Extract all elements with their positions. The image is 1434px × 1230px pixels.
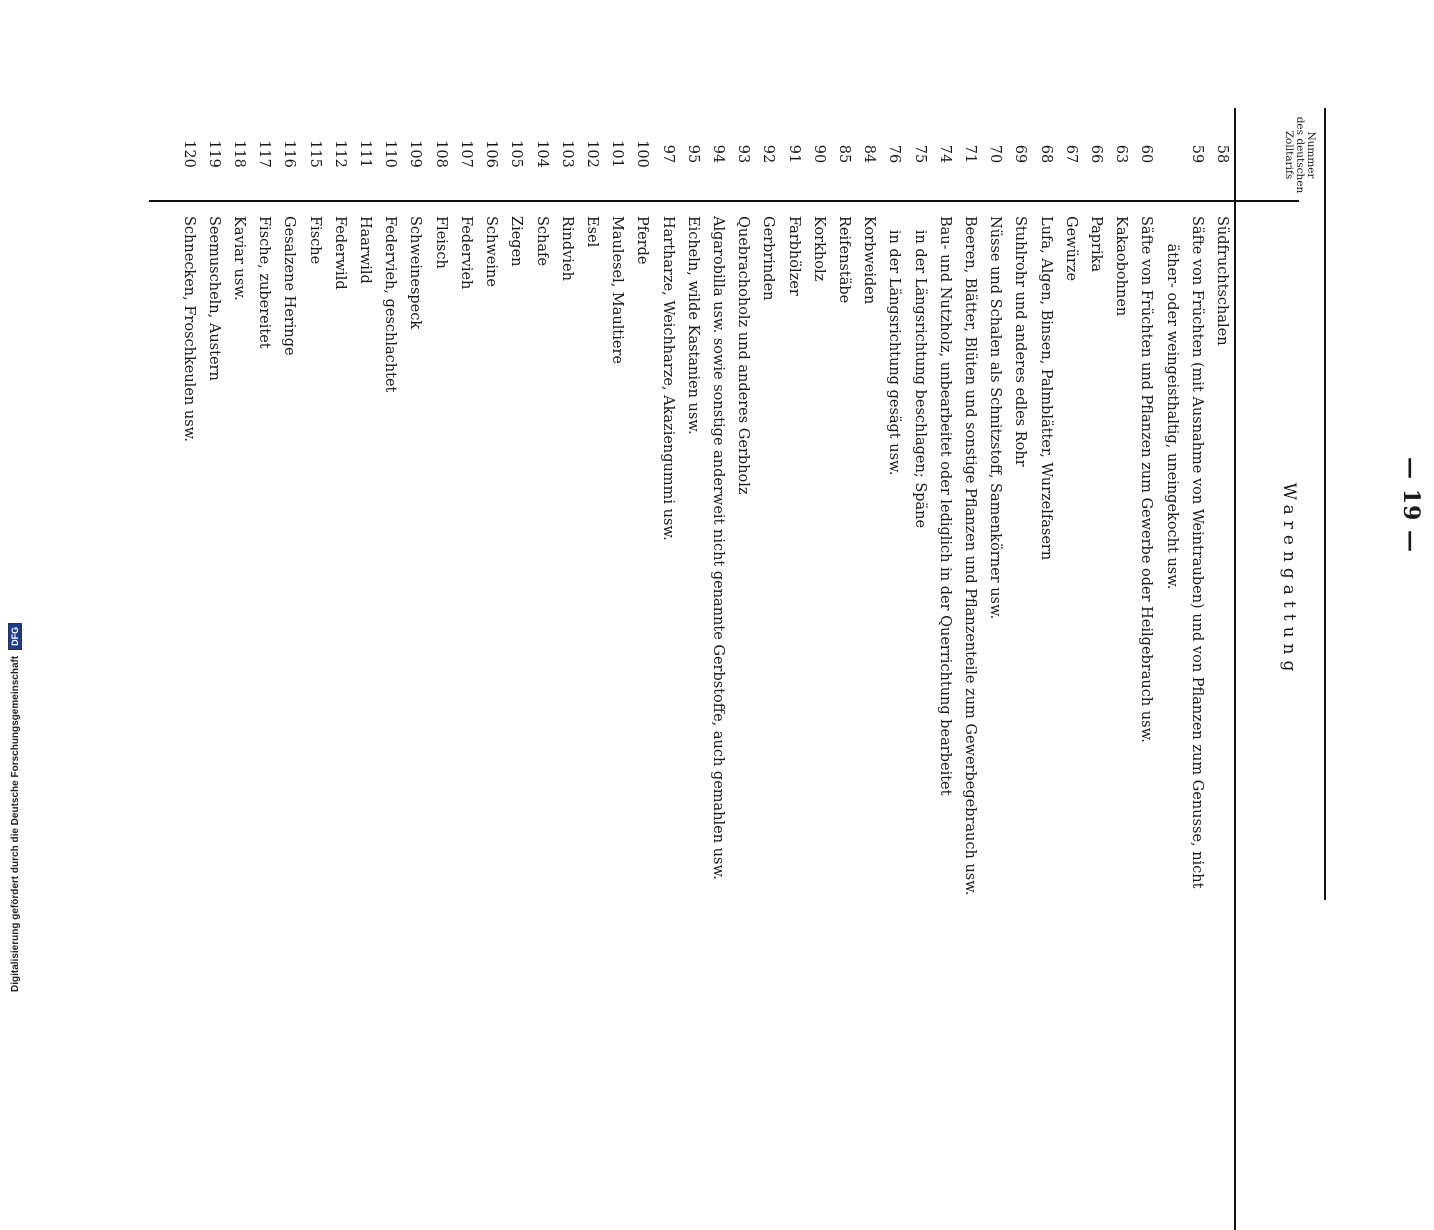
goods-description: in der Längsrichtung beschlagen; Späne bbox=[911, 216, 928, 529]
tariff-number: 58 bbox=[1214, 144, 1230, 164]
goods-description: Paprika bbox=[1087, 216, 1104, 273]
goods-description: Gesalzene Heringe bbox=[281, 216, 298, 356]
table-row bbox=[478, 108, 503, 1228]
table-row bbox=[982, 108, 1007, 1228]
table-row bbox=[554, 108, 579, 1228]
goods-description: Ziegen bbox=[508, 216, 525, 267]
header-goods-type: Warengattung bbox=[1279, 482, 1299, 678]
page-number: — 19 — bbox=[1398, 457, 1424, 553]
tariff-number: 101 bbox=[609, 140, 626, 168]
goods-description: Algarobilla usw. sowie sonstige anderweit nicht genannte Gerbstoffe, auch gemahlen usw. bbox=[709, 216, 726, 880]
goods-description: Federvieh, geschlachtet bbox=[382, 216, 399, 393]
tariff-number: 117 bbox=[256, 140, 273, 168]
table-row bbox=[856, 108, 881, 1228]
goods-description: Beeren, Blätter, Blüten und sonstige Pflanzen und Pflanzenteile zum Gewerbegebrauch usw. bbox=[961, 216, 978, 896]
table-row bbox=[503, 108, 528, 1228]
table-row bbox=[1209, 108, 1234, 1228]
table-row bbox=[201, 108, 226, 1228]
tariff-number: 93 bbox=[735, 144, 752, 164]
goods-description: Federvieh bbox=[457, 216, 474, 290]
table-row bbox=[301, 108, 326, 1228]
table-row bbox=[579, 108, 604, 1228]
goods-description: Gerbrinden bbox=[760, 216, 777, 301]
tariff-number: 66 bbox=[1087, 144, 1104, 164]
tariff-number: 112 bbox=[331, 140, 348, 168]
table-row bbox=[251, 108, 276, 1228]
table-row bbox=[1133, 108, 1158, 1228]
tariff-number: 68 bbox=[1037, 144, 1054, 164]
table-row bbox=[654, 108, 679, 1228]
goods-description: Schnecken, Froschkeulen usw. bbox=[180, 216, 197, 442]
table-row bbox=[1158, 108, 1208, 1228]
tariff-table bbox=[175, 108, 1234, 1228]
tariff-number: 105 bbox=[508, 140, 525, 168]
table-row bbox=[327, 108, 352, 1228]
table-row bbox=[1058, 108, 1083, 1228]
table-row bbox=[780, 108, 805, 1228]
table-row bbox=[528, 108, 553, 1228]
tariff-number: 70 bbox=[987, 144, 1004, 164]
tariff-number: 95 bbox=[684, 144, 701, 164]
goods-description: Esel bbox=[583, 216, 600, 248]
table-row bbox=[453, 108, 478, 1228]
table-row bbox=[906, 108, 931, 1228]
table-row bbox=[1108, 108, 1133, 1228]
table-row bbox=[604, 108, 629, 1228]
table-row bbox=[1032, 108, 1057, 1228]
goods-description: in der Längsrichtung gesägt usw. bbox=[886, 216, 903, 476]
tariff-number: 104 bbox=[533, 140, 550, 168]
tariff-number: 111 bbox=[357, 140, 374, 168]
goods-description: Südfruchtschalen bbox=[1214, 216, 1230, 346]
tariff-number: 103 bbox=[558, 140, 575, 168]
goods-description: Schweinespeck bbox=[407, 216, 424, 330]
tariff-number: 109 bbox=[407, 140, 424, 168]
goods-description: Eicheln, wilde Kastanien usw. bbox=[684, 216, 701, 435]
tariff-number: 85 bbox=[835, 144, 852, 164]
tariff-number: 107 bbox=[457, 140, 474, 168]
goods-description: Säfte von Früchten und Pflanzen zum Gewerbe oder Heilgebrauch usw. bbox=[1138, 216, 1155, 743]
table-row bbox=[730, 108, 755, 1228]
goods-description: Hartharze, Weichharze, Akaziengummi usw. bbox=[659, 216, 676, 541]
tariff-number: 75 bbox=[911, 144, 928, 164]
tariff-number: 74 bbox=[936, 144, 953, 164]
table-row bbox=[932, 108, 957, 1228]
tariff-number: 120 bbox=[180, 140, 197, 168]
tariff-number: 71 bbox=[961, 144, 978, 164]
tariff-number: 94 bbox=[709, 144, 726, 164]
tariff-number: 106 bbox=[483, 140, 500, 168]
goods-description: Fleisch bbox=[432, 216, 449, 269]
goods-description: Fische, zubereitet bbox=[256, 216, 273, 349]
goods-description: Schafe bbox=[533, 216, 550, 266]
goods-description: Korkholz bbox=[810, 216, 827, 282]
goods-description: Stuhlrohr und anderes edles Rohr bbox=[1012, 216, 1029, 467]
goods-description: Schweine bbox=[483, 216, 500, 287]
goods-description: Seemuscheln, Austern bbox=[205, 216, 222, 381]
table-row bbox=[957, 108, 982, 1228]
tariff-number: 115 bbox=[306, 140, 323, 168]
dfg-logo: DFG bbox=[8, 623, 22, 650]
tariff-number: 116 bbox=[281, 140, 298, 168]
goods-description: Fische bbox=[306, 216, 323, 265]
table-row bbox=[680, 108, 705, 1228]
goods-description: Federwild bbox=[331, 216, 348, 290]
tariff-number: 60 bbox=[1138, 144, 1155, 164]
goods-description: Lufa, Algen, Binsen, Palmblätter, Wurzelfasern bbox=[1037, 216, 1054, 561]
table-row bbox=[705, 108, 730, 1228]
header-bottom-rule bbox=[1234, 200, 1236, 1230]
goods-description: Farbhölzer bbox=[785, 216, 802, 296]
table-row bbox=[377, 108, 402, 1228]
tariff-number: 90 bbox=[810, 144, 827, 164]
tariff-number: 84 bbox=[861, 144, 878, 164]
table-row bbox=[881, 108, 906, 1228]
credit-text: Digitalisierung gefördert durch die Deutsche Forschungsgemeinschaft bbox=[9, 655, 21, 992]
table-row bbox=[428, 108, 453, 1228]
tariff-number: 63 bbox=[1113, 144, 1130, 164]
tariff-number: 76 bbox=[886, 144, 903, 164]
table-row bbox=[175, 108, 200, 1228]
tariff-number: 67 bbox=[1062, 144, 1079, 164]
goods-description: Säfte von Früchten (mit Ausnahme von Weintrauben) und von Pflanzen zum Genusse, nicht äther- oder weingeisthaltig, uneingekocht usw. bbox=[1163, 216, 1205, 889]
table-row bbox=[402, 108, 427, 1228]
table-row bbox=[276, 108, 301, 1228]
table-row bbox=[806, 108, 831, 1228]
goods-description: Nüsse und Schalen als Schnitzstoff, Samenkörner usw. bbox=[987, 216, 1004, 620]
table-row bbox=[755, 108, 780, 1228]
tariff-number: 69 bbox=[1012, 144, 1029, 164]
goods-description: Gewürze bbox=[1062, 216, 1079, 282]
table-top-rule bbox=[1324, 108, 1326, 900]
tariff-number: 110 bbox=[382, 140, 399, 168]
goods-description: Haarwild bbox=[357, 216, 374, 284]
table-row bbox=[1083, 108, 1108, 1228]
goods-description: Rindvieh bbox=[558, 216, 575, 281]
tariff-number: 119 bbox=[205, 140, 222, 168]
goods-description: Reifenstäbe bbox=[835, 216, 852, 304]
digitization-credit bbox=[4, 0, 26, 992]
tariff-number: 102 bbox=[583, 140, 600, 168]
tariff-number: 100 bbox=[634, 140, 651, 168]
goods-description: Maulesel, Maultiere bbox=[609, 216, 626, 364]
tariff-number: 118 bbox=[231, 140, 248, 168]
goods-description: Bau- und Nutzholz, unbearbeitet oder lediglich in der Querrichtung bearbeitet bbox=[936, 216, 953, 796]
goods-description: Kaviar usw. bbox=[231, 216, 248, 301]
table-row bbox=[226, 108, 251, 1228]
tariff-number: 108 bbox=[432, 140, 449, 168]
table-row bbox=[831, 108, 856, 1228]
tariff-number: 59 bbox=[1188, 144, 1205, 164]
tariff-number: 91 bbox=[785, 144, 802, 164]
goods-description: Kakaobohnen bbox=[1113, 216, 1130, 317]
goods-description: Pferde bbox=[634, 216, 651, 265]
table-row bbox=[352, 108, 377, 1228]
table-row bbox=[629, 108, 654, 1228]
goods-description: Korbweiden bbox=[861, 216, 878, 305]
tariff-number: 92 bbox=[760, 144, 777, 164]
tariff-number: 97 bbox=[659, 144, 676, 164]
goods-description: Quebrachoholz und anderes Gerbholz bbox=[735, 216, 752, 495]
header-tariff-number: Nummer des deutschen Zolltarifs bbox=[1283, 116, 1317, 194]
table-row bbox=[1007, 108, 1032, 1228]
